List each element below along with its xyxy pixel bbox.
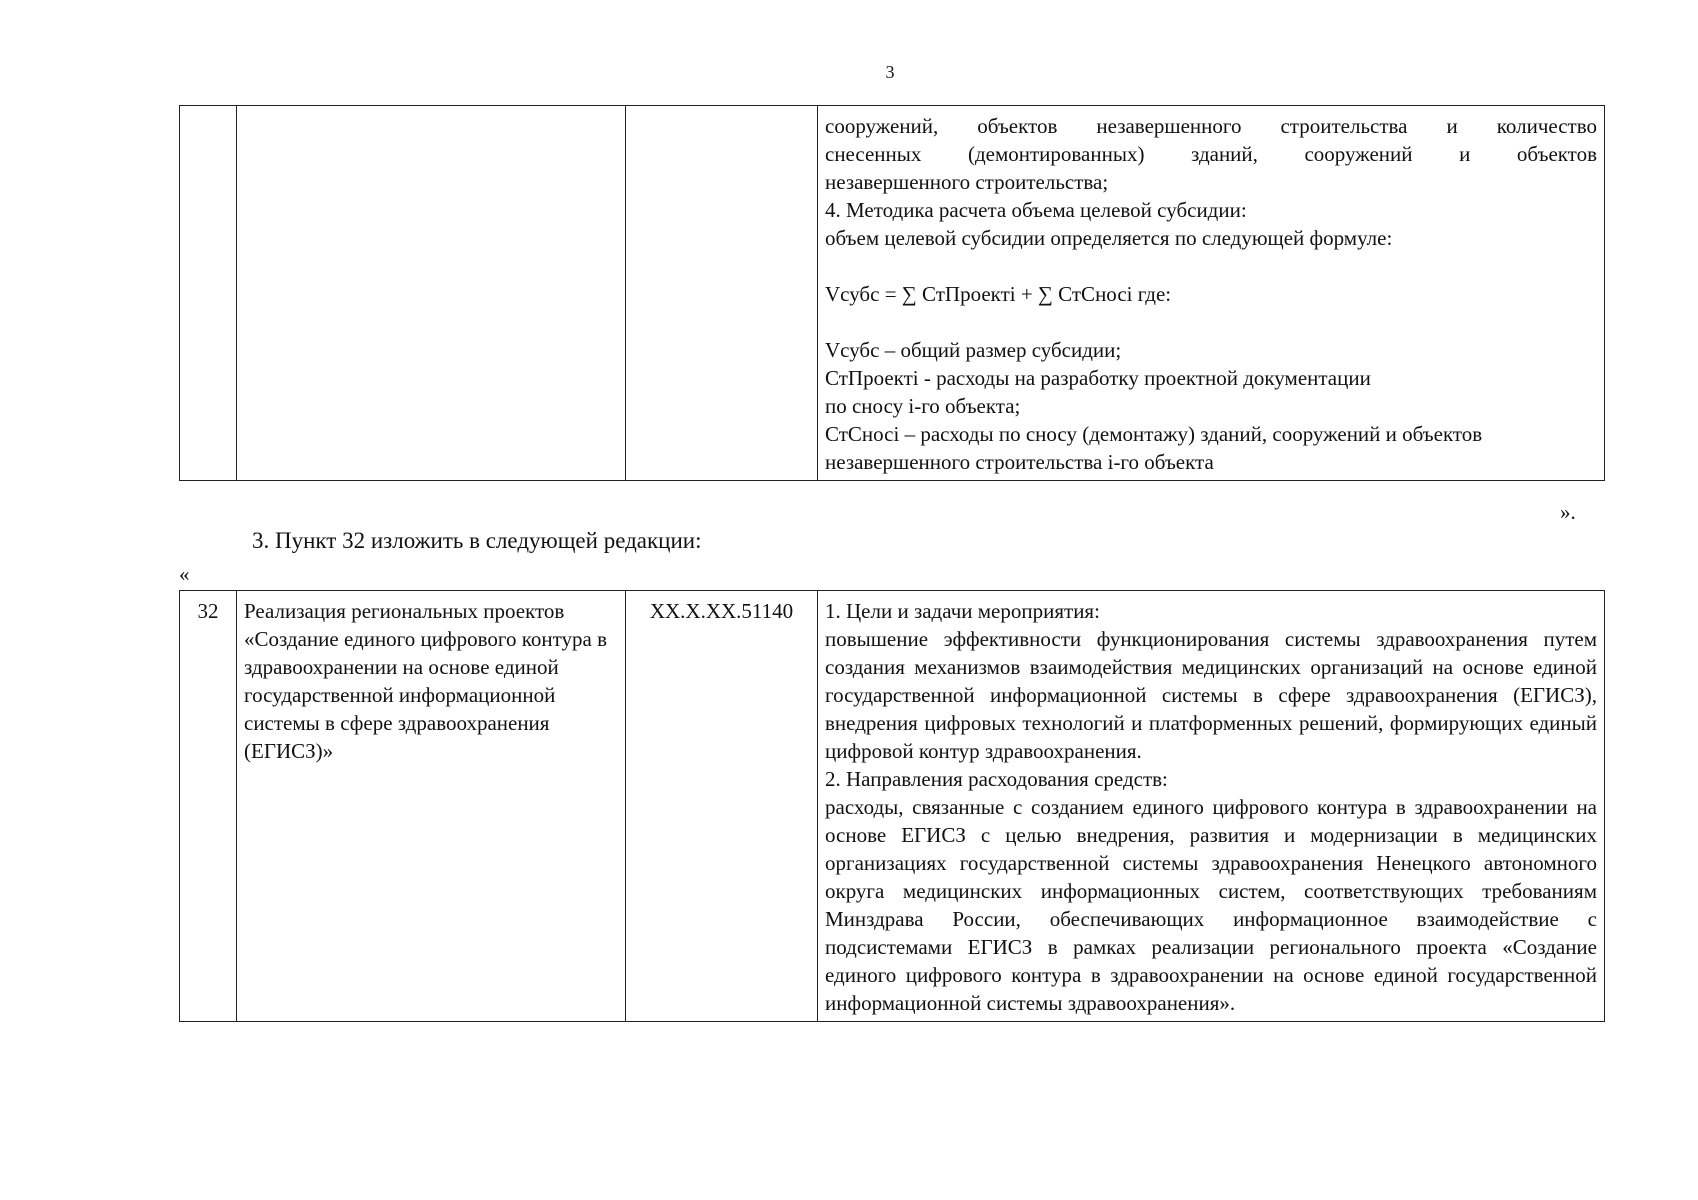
table-item-32 [179, 590, 1605, 1022]
goals-heading: 1. Цели и задачи мероприятия: [825, 599, 1100, 623]
table-row [180, 106, 1605, 481]
text-line: незавершенного строительства i-го объекта [825, 450, 1214, 474]
cell-code [626, 106, 818, 481]
goals-paragraph: повышение эффективности функционирования системы здравоохранения путем создания механизмов взаимодействия медицинских организаций на основе единой государственной информационной системы в сфере здравоохранения (ЕГИСЗ), внедрения цифровых технологий и платформенных решений, формирующих единый цифровой контур здравоохранения. [825, 627, 1597, 763]
cell-code: ХХ.Х.ХХ.51140 [626, 591, 818, 1022]
cell-number: 32 [180, 591, 237, 1022]
cell-description [818, 591, 1605, 1022]
cell-name: Реализация региональных проектов «Создание единого цифрового контура в здравоохранении на основе единой государственной информационной системы в сфере здравоохранения (ЕГИСЗ)» [237, 591, 626, 1022]
table-row [180, 591, 1605, 1022]
subsidy-formula: Vсубс = ∑ СтПроектi + ∑ СтСносi где: [825, 282, 1172, 306]
amendment-instruction: 3. Пункт 32 изложить в следующей редакции: [252, 528, 702, 553]
expenses-heading: 2. Направления расходования средств: [825, 767, 1168, 791]
cell-description [818, 106, 1605, 481]
cell-number [180, 106, 237, 481]
page-number: 3 [885, 62, 895, 82]
text-line: Vсубс – общий размер субсидии; [825, 338, 1122, 362]
opening-quote: « [179, 562, 190, 586]
cell-name [237, 106, 626, 481]
closing-quote: ». [1560, 500, 1576, 524]
table-continuation [179, 105, 1605, 481]
text-line: объем целевой субсидии определяется по следующей формуле: [825, 226, 1393, 250]
text-line: незавершенного строительства; [825, 170, 1109, 194]
text-line: 4. Методика расчета объема целевой субсидии: [825, 198, 1247, 222]
text-line: снесенных (демонтированных) зданий, сооружений и объектов [825, 142, 1597, 166]
expenses-paragraph: расходы, связанные с созданием единого цифрового контура в здравоохранении на основе ЕГИСЗ с целью внедрения, развития и модернизации в медицинских организациях государственной системы здравоохранения Ненецкого автономного округа медицинских информационных систем, соответствующих требованиям Минздрава России, обеспечивающих информационное взаимодействие с подсистемами ЕГИСЗ в рамках реализации регионального проекта «Создание единого цифрового контура в здравоохранении на основе единой государственной информационной системы здравоохранения». [825, 795, 1597, 1015]
text-line: СтПроектi - расходы на разработку проектной документации [825, 366, 1371, 390]
text-line: сооружений, объектов незавершенного строительства и количество [825, 114, 1597, 138]
text-line: по сносу i-го объекта; [825, 394, 1021, 418]
text-line: СтСносi – расходы по сносу (демонтажу) зданий, сооружений и объектов [825, 422, 1483, 446]
